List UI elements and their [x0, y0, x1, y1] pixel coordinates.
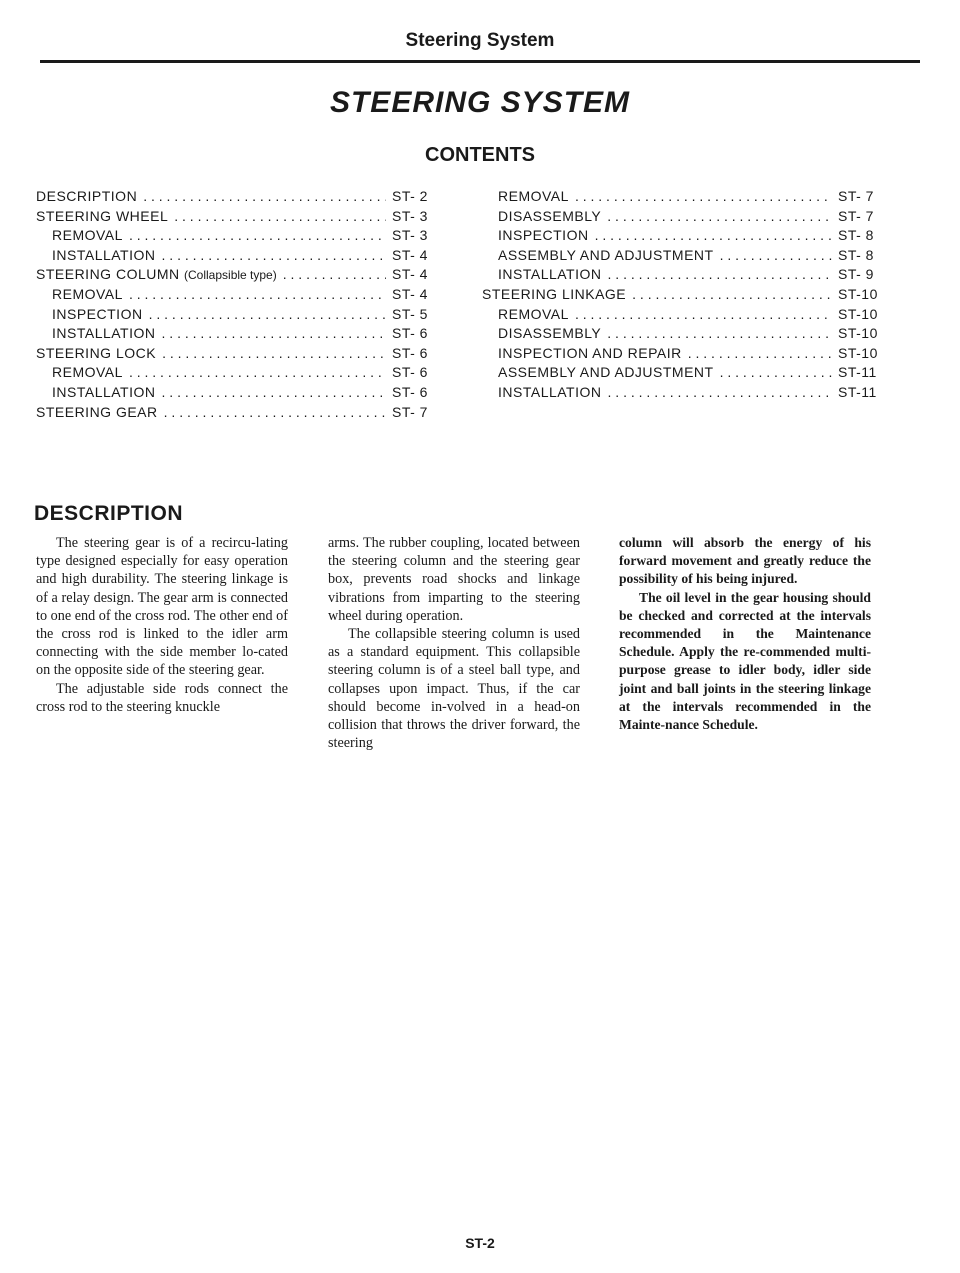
toc-entry[interactable]: INSTALLATION . . . ST- 9	[482, 266, 882, 286]
toc-entry[interactable]: INSPECTION . . . ST- 5	[36, 306, 436, 326]
paragraph: The steering gear is of a recircu-lating type designed especially for easy operation and high durability. The steering linkage is of a relay design. The gear arm is connected to one end of the cross rod. The other end of the cross rod is linked to the idler arm connecting with the side member lo-cated on the opposite side of the steering gear.	[36, 535, 288, 679]
contents-heading: CONTENTS	[425, 144, 535, 166]
toc-entry[interactable]: INSTALLATION . . . ST- 6	[36, 384, 436, 404]
toc-entry[interactable]: ASSEMBLY AND ADJUSTMENT . . . ST- 8	[482, 247, 882, 267]
body-column-2	[328, 534, 580, 752]
toc-left-column	[36, 188, 436, 423]
toc-entry[interactable]: REMOVAL . . . ST- 3	[36, 227, 436, 247]
toc-entry[interactable]: STEERING WHEEL . . . ST- 3	[36, 208, 436, 228]
toc-right-column	[482, 188, 882, 404]
toc-entry[interactable]: INSPECTION AND REPAIR . . . ST-10	[482, 345, 882, 365]
toc-entry[interactable]: DISASSEMBLY . . . ST-10	[482, 325, 882, 345]
section-heading-description: DESCRIPTION	[34, 502, 184, 525]
page-title: STEERING SYSTEM	[329, 86, 631, 119]
paragraph: The oil level in the gear housing should be checked and corrected at the intervals recommended in the Maintenance Schedule. Apply the re-commended multi-purpose grease to idler body, idler side joint and ball joints in the steering linkage at the intervals recommended in the Mainte-nance Schedule.	[619, 589, 871, 733]
paragraph: The adjustable side rods connect the cross rod to the steering knuckle	[36, 680, 288, 715]
toc-entry[interactable]: DISASSEMBLY . . . ST- 7	[482, 208, 882, 228]
toc-entry[interactable]: STEERING GEAR . . . ST- 7	[36, 404, 436, 424]
toc-entry[interactable]: REMOVAL . . . ST-10	[482, 306, 882, 326]
toc-entry[interactable]: STEERING LINKAGE . . . ST-10	[482, 286, 882, 306]
header-rule	[40, 60, 920, 63]
toc-entry[interactable]: REMOVAL . . . ST- 7	[482, 188, 882, 208]
toc-entry[interactable]: STEERING LOCK . . . ST- 6	[36, 345, 436, 365]
toc-entry[interactable]: INSPECTION . . . ST- 8	[482, 227, 882, 247]
toc-entry[interactable]: INSTALLATION . . . ST-11	[482, 384, 882, 404]
paragraph: column will absorb the energy of his forward movement and greatly reduce the possibility of his being injured.	[619, 535, 871, 587]
toc-entry[interactable]: REMOVAL . . . ST- 6	[36, 364, 436, 384]
toc-entry[interactable]: ASSEMBLY AND ADJUSTMENT . . . ST-11	[482, 364, 882, 384]
running-header: Steering System	[405, 30, 555, 51]
toc-entry[interactable]: STEERING COLUMN (Collapsible type) . . . ST- 4	[36, 266, 436, 286]
paragraph: The collapsible steering column is used as a standard equipment. This collapsible steering column is of a steel ball type, and collapses upon impact. Thus, if the car should become in-volved in a head-on collision that throws the driver forward, the steering	[328, 626, 580, 752]
toc-entry[interactable]: INSTALLATION . . . ST- 4	[36, 247, 436, 267]
toc-entry[interactable]: DESCRIPTION . . . ST- 2	[36, 188, 436, 208]
paragraph: arms. The rubber coupling, located between the steering column and the steering gear box, prevents road shocks and linkage vibrations from imparting to the steering wheel during operation.	[328, 535, 580, 624]
toc-entry[interactable]: INSTALLATION . . . ST- 6	[36, 325, 436, 345]
toc-entry[interactable]: REMOVAL . . . ST- 4	[36, 286, 436, 306]
body-column-1	[36, 534, 288, 716]
body-column-3	[619, 534, 871, 734]
page-number: ST-2	[465, 1235, 495, 1251]
